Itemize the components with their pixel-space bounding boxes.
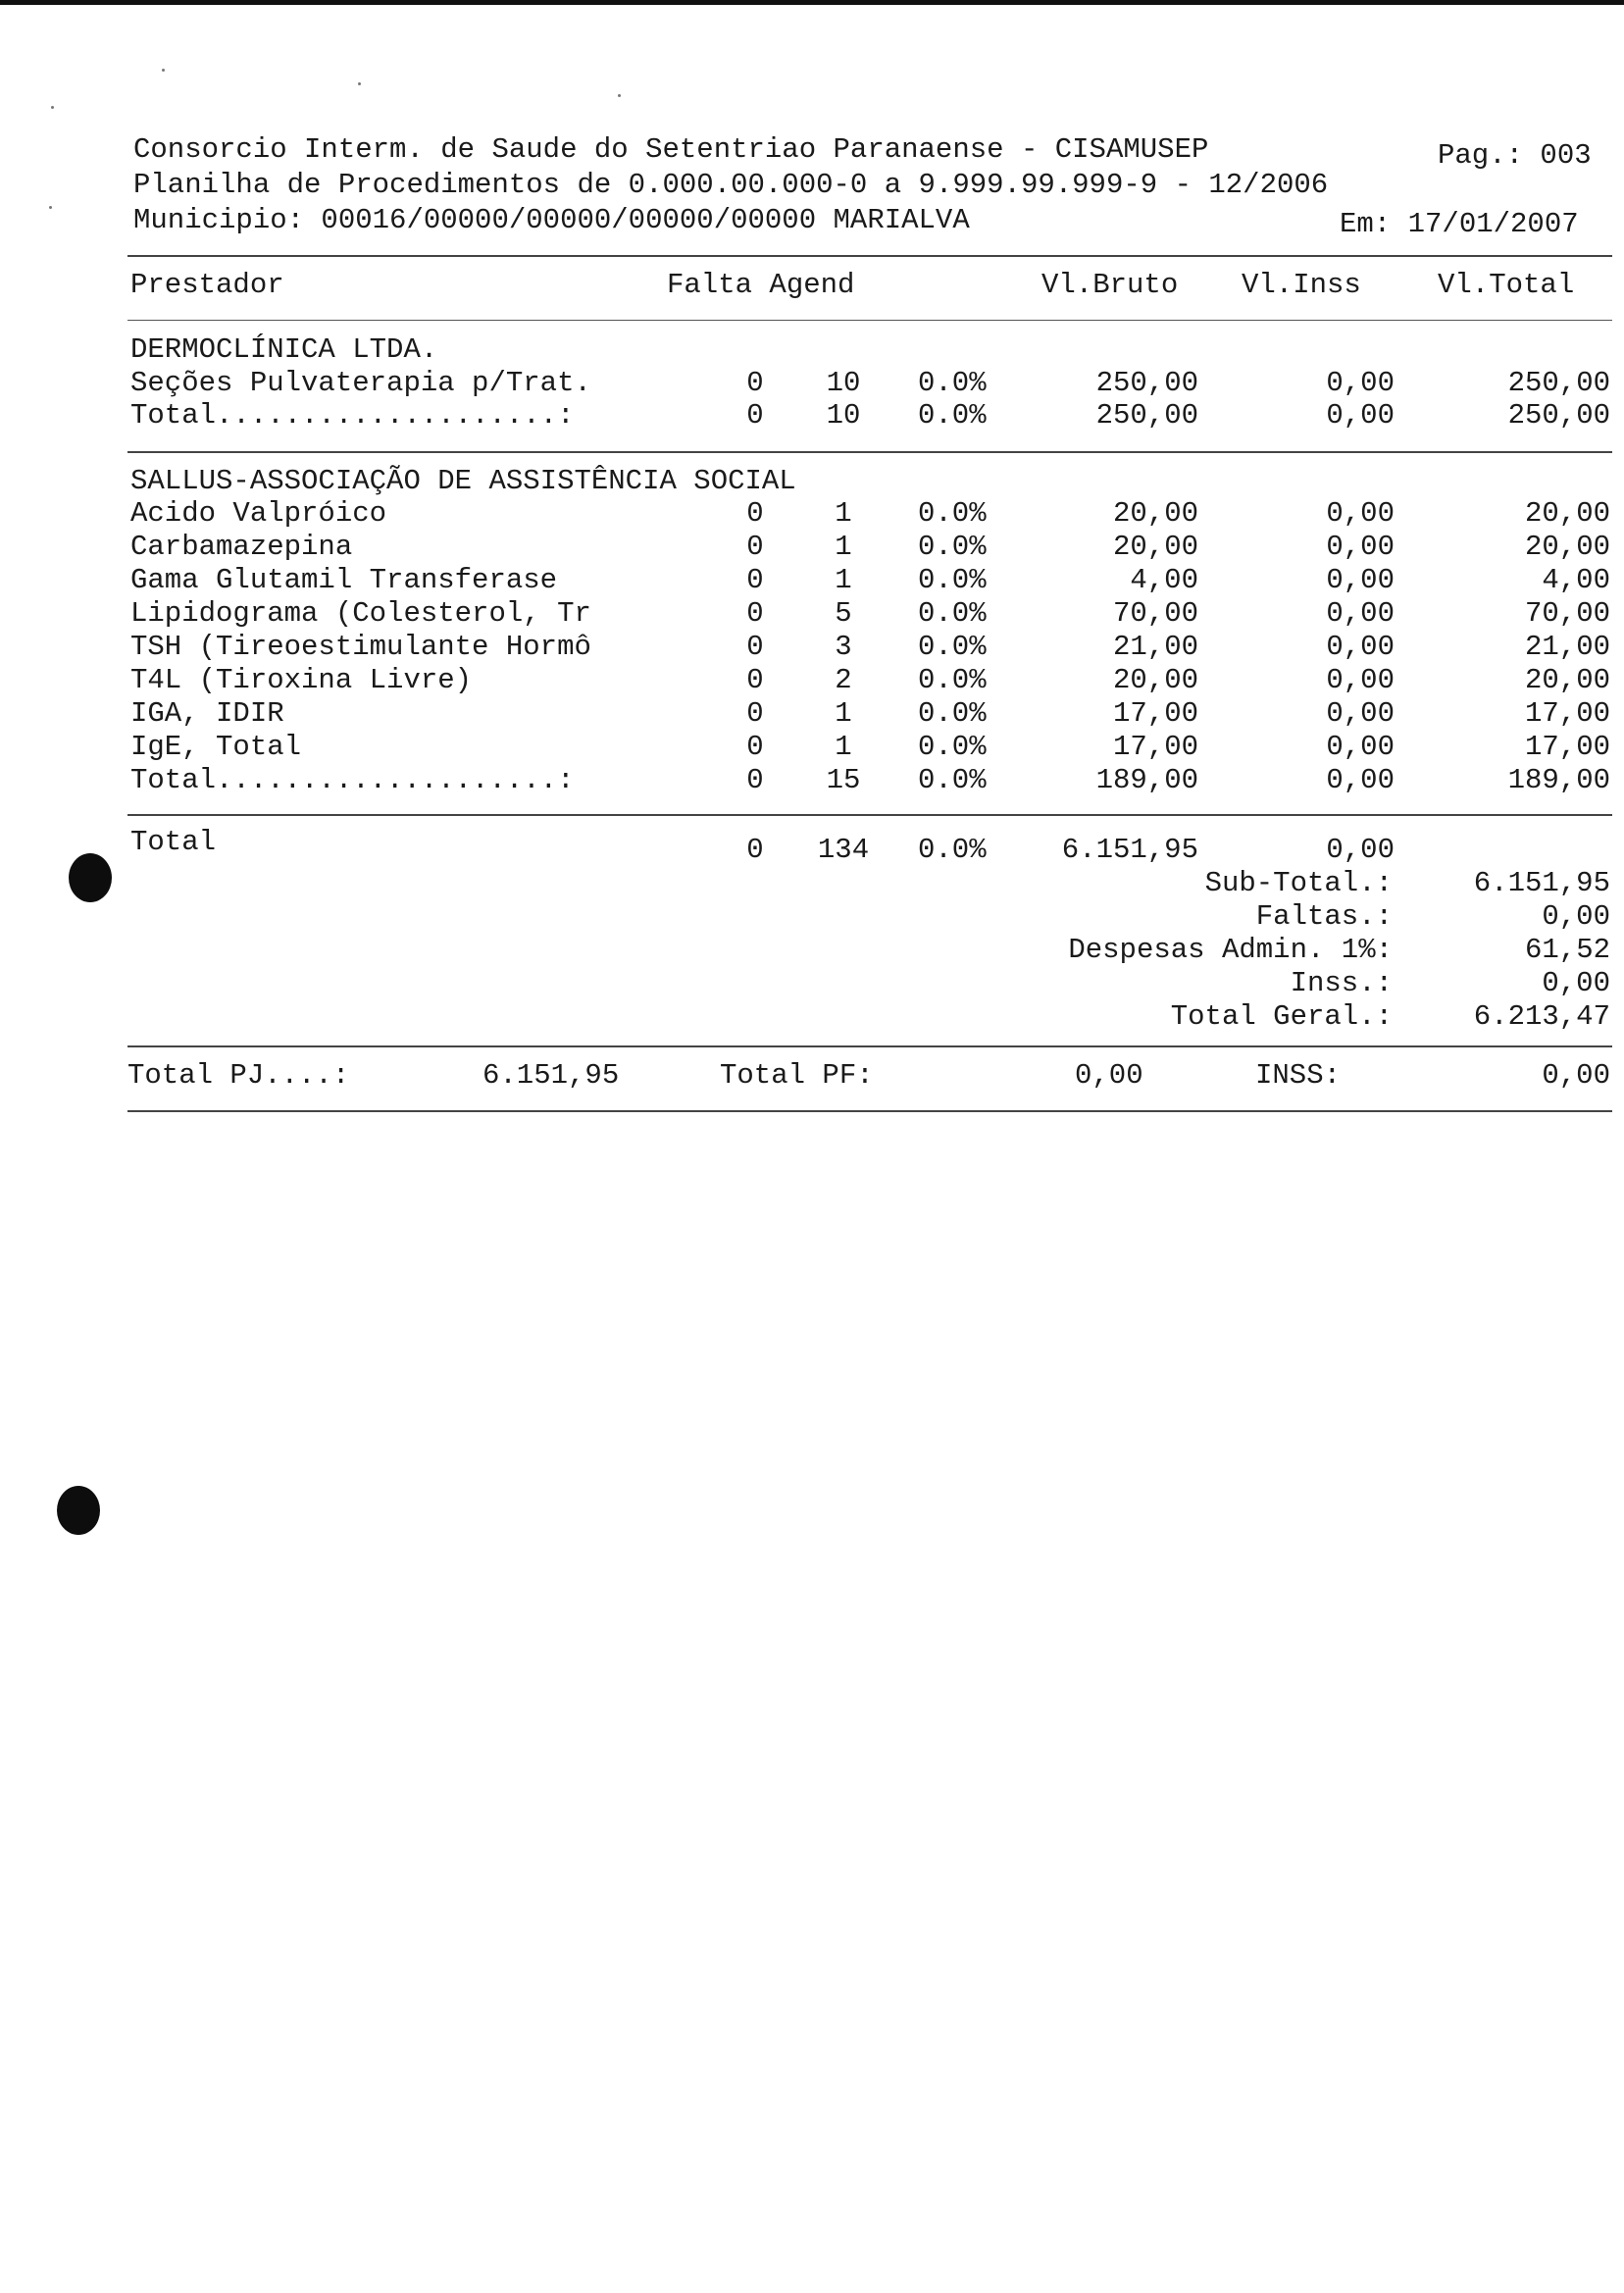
bruto-value: 189,00 [1095,764,1198,796]
scan-speck [162,69,165,72]
footer-totals [0,1059,1624,1093]
pct-value: 0.0% [918,399,987,432]
pct-value: 0.0% [918,497,987,530]
procedure-row [0,631,1624,664]
scan-top-edge [0,0,1624,5]
agend-value: 1 [835,697,852,730]
pct-value: 0.0% [918,564,987,596]
bruto-value: 17,00 [1112,731,1198,763]
procedure-row [0,697,1624,731]
column-headers [0,269,1624,302]
pct-value: 0.0% [918,367,987,399]
summary-row [0,867,1624,900]
procedure-row [0,597,1624,631]
total-value: 189,00 [1507,764,1610,796]
procedure-row [0,497,1624,531]
agend-value: 5 [835,597,852,630]
summary-row [0,900,1624,934]
municipality-line: Municipio: 00016/00000/00000/00000/00000 MARIALVA [133,204,970,236]
bruto-value: 20,00 [1112,497,1198,530]
pct-value: 0.0% [918,631,987,663]
punch-hole-bottom [57,1486,100,1535]
total-value: 21,00 [1524,631,1610,663]
falta-value: 0 [746,531,764,563]
falta-value: 0 [746,697,764,730]
scan-speck [51,106,54,109]
procedure-row [0,367,1624,400]
agend-value: 1 [835,731,852,763]
falta-value: 0 [746,399,764,432]
summary-value: 61,52 [1524,934,1610,966]
total-value: 20,00 [1524,531,1610,563]
procedure-name: Acido Valpróico [130,497,387,530]
bruto-value: 17,00 [1112,697,1198,730]
grand-inss: 0,00 [1326,834,1395,866]
procedure-row [0,564,1624,597]
total-pf-value: 0,00 [1075,1059,1143,1092]
provider-rule [127,814,1612,816]
procedure-name: IGA, IDIR [130,697,284,730]
procedure-name: Lipidograma (Colesterol, Tr [130,597,591,630]
provider-total-row [0,764,1624,797]
total-value: 20,00 [1524,497,1610,530]
procedure-name: Total....................: [130,399,575,432]
inss-value: 0,00 [1326,399,1395,432]
procedure-name: T4L (Tiroxina Livre) [130,664,473,696]
total-value: 20,00 [1524,664,1610,696]
inss-value: 0,00 [1326,731,1395,763]
summary-label: Despesas Admin. 1%: [1068,934,1393,966]
summary-label: Faltas.: [1255,900,1393,933]
agend-value: 10 [826,367,861,399]
total-value: 4,00 [1542,564,1610,596]
bruto-value: 21,00 [1112,631,1198,663]
grand-agend: 134 [817,834,870,866]
inss-value: 0,00 [1326,531,1395,563]
bruto-value: 20,00 [1112,531,1198,563]
total-value: 250,00 [1507,399,1610,432]
inss-value: 0,00 [1326,597,1395,630]
falta-value: 0 [746,497,764,530]
procedure-row [0,664,1624,697]
falta-value: 0 [746,564,764,596]
pct-value: 0.0% [918,764,987,796]
agend-value: 15 [826,764,861,796]
procedure-name: Seções Pulvaterapia p/Trat. [130,367,591,399]
bruto-value: 70,00 [1112,597,1198,630]
agend-value: 3 [835,631,852,663]
procedure-name: Gama Glutamil Transferase [130,564,558,596]
inss-value: 0,00 [1326,564,1395,596]
scan-speck [49,206,52,209]
summary-label: Total Geral.: [1170,1000,1393,1033]
provider-name: SALLUS-ASSOCIAÇÃO DE ASSISTÊNCIA SOCIAL [130,465,796,497]
inss-value: 0,00 [1326,664,1395,696]
falta-value: 0 [746,664,764,696]
column-prestador: Prestador [130,269,284,301]
inss-value: 0,00 [1326,367,1395,399]
agend-value: 10 [826,399,861,432]
bruto-value: 4,00 [1130,564,1198,596]
summary-rule [127,1045,1612,1047]
agend-value: 1 [835,564,852,596]
inss-value: 0,00 [1326,697,1395,730]
falta-value: 0 [746,631,764,663]
column-total: Vl.Total [1438,269,1575,301]
provider-rule [127,451,1612,453]
falta-value: 0 [746,764,764,796]
falta-value: 0 [746,731,764,763]
scan-speck [618,94,621,97]
page-number: Pag.: 003 [1438,139,1592,172]
pct-value: 0.0% [918,664,987,696]
pct-value: 0.0% [918,531,987,563]
summary-label: Sub-Total.: [1204,867,1393,899]
grand-total-row [0,826,1624,866]
bruto-value: 250,00 [1095,367,1198,399]
summary-value: 6.213,47 [1473,1000,1610,1033]
inss-label: INSS: [1255,1059,1342,1092]
grand-falta: 0 [746,834,764,866]
header-rule [127,255,1612,257]
procedure-row [0,731,1624,764]
total-value: 17,00 [1524,731,1610,763]
falta-value: 0 [746,367,764,399]
scan-speck [358,82,361,85]
summary-value: 6.151,95 [1473,867,1610,899]
procedure-name: IgE, Total [130,731,302,763]
column-falta-agend: Falta Agend [667,269,855,301]
grand-bruto: 6.151,95 [1061,834,1198,866]
total-pj-label: Total PJ....: [127,1059,350,1092]
agend-value: 1 [835,531,852,563]
provider-name: DERMOCLÍNICA LTDA. [130,333,438,366]
procedure-row [0,531,1624,564]
pct-value: 0.0% [918,731,987,763]
procedure-name: TSH (Tireoestimulante Hormô [130,631,591,663]
summary-row [0,934,1624,967]
inss-value: 0,00 [1326,764,1395,796]
pct-value: 0.0% [918,697,987,730]
inss-value: 0,00 [1326,631,1395,663]
inss-value: 0,00 [1542,1059,1610,1092]
total-value: 70,00 [1524,597,1610,630]
report-subtitle: Planilha de Procedimentos de 0.000.00.000-0 a 9.999.99.999-9 - 12/2006 [133,169,1329,201]
inss-value: 0,00 [1326,497,1395,530]
summary-label: Inss.: [1290,967,1393,999]
total-pf-label: Total PF: [720,1059,874,1092]
agend-value: 1 [835,497,852,530]
summary-row [0,1000,1624,1034]
bruto-value: 20,00 [1112,664,1198,696]
footer-rule [127,1110,1612,1112]
total-pj-value: 6.151,95 [482,1059,620,1092]
column-inss: Vl.Inss [1242,269,1361,301]
total-value: 17,00 [1524,697,1610,730]
total-value: 250,00 [1507,367,1610,399]
procedure-name: Total....................: [130,764,575,796]
provider-total-row [0,399,1624,433]
report-title: Consorcio Interm. de Saude do Setentriao Paranaense - CISAMUSEP [133,133,1209,166]
falta-value: 0 [746,597,764,630]
summary-row [0,967,1624,1000]
procedure-name: Carbamazepina [130,531,353,563]
agend-value: 2 [835,664,852,696]
summary-value: 0,00 [1542,967,1610,999]
column-bruto: Vl.Bruto [1041,269,1179,301]
summary-value: 0,00 [1542,900,1610,933]
bruto-value: 250,00 [1095,399,1198,432]
grand-total-label: Total [130,826,217,858]
grand-pct: 0.0% [918,834,987,866]
pct-value: 0.0% [918,597,987,630]
columns-rule [127,320,1612,321]
issue-date: Em: 17/01/2007 [1340,208,1579,240]
